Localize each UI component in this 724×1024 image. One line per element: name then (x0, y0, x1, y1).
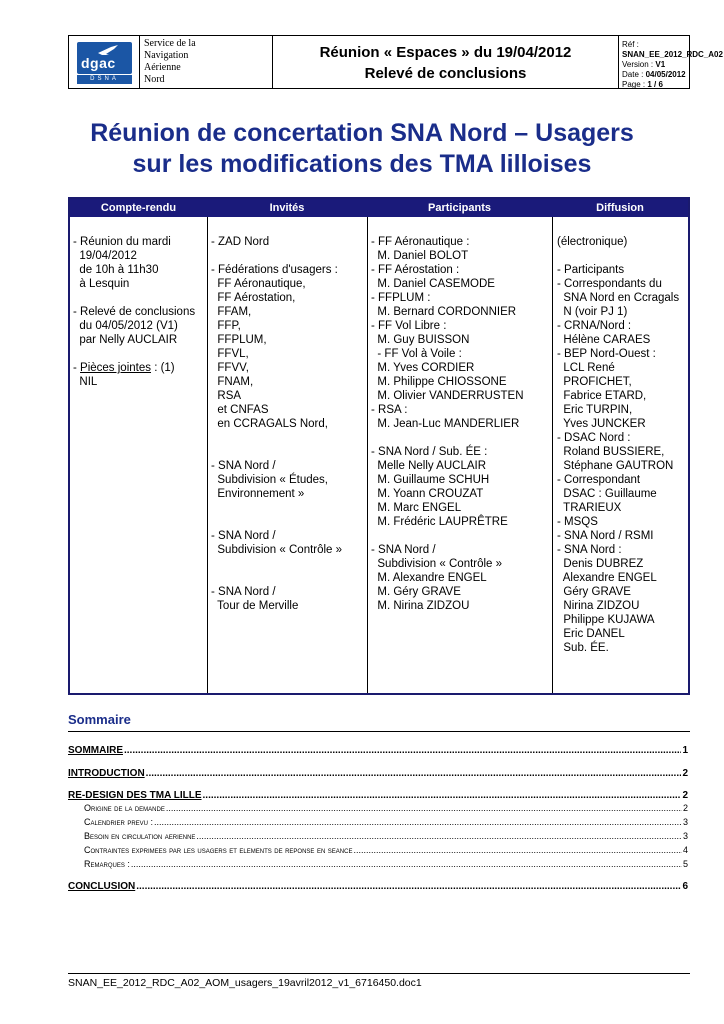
table-cell-line: M. Guillaume SCHUH (371, 474, 490, 486)
table-cell-line: - Réunion du mardi (73, 236, 171, 248)
table-cell-line: M. Daniel BOLOT (371, 250, 469, 262)
table-cell-line: Roland BUSSIERE, (557, 446, 665, 458)
table-cell-line (211, 249, 342, 263)
table-cell-line (211, 445, 342, 459)
table-cell-line: FFVL, (211, 348, 249, 360)
table-cell-line: M. Bernard CORDONNIER (371, 306, 517, 318)
table-cell-line: M. Alexandre ENGEL (371, 572, 487, 584)
table-cell-line: M. Yoann CROUZAT (371, 488, 484, 500)
table-cell-line: du 04/05/2012 (V1) (73, 320, 178, 332)
toc-entry[interactable] (68, 790, 688, 801)
toc-leader-dots (196, 831, 682, 841)
header-title-line2: Relevé de conclusions (364, 65, 527, 82)
service-line: Navigation (144, 50, 189, 61)
toc-entry[interactable] (84, 803, 688, 813)
table-cell-line: FF Aérostation, (211, 292, 296, 304)
table-cell-line: - FFPLUM : (371, 292, 431, 304)
table-cell-line: - FF Vol Libre : (371, 320, 447, 332)
table-cell-line: M. Daniel CASEMODE (371, 278, 495, 290)
date-value: 04/05/2012 (645, 70, 686, 79)
table-cell-line (211, 431, 342, 445)
table-cell-line: - Relevé de conclusions (73, 306, 196, 318)
toc-entry[interactable] (68, 745, 688, 756)
table-cell-line: Denis DUBREZ (557, 558, 644, 570)
table-cell-line: Eric TURPIN, (557, 404, 633, 416)
toc-entry-page: 2 (682, 768, 688, 779)
attachments-line: - Pièces jointes : (1) (73, 362, 175, 374)
table-cell-line: - FF Aéronautique : (371, 236, 470, 248)
table-cell-line: Environnement » (211, 488, 305, 500)
table-cell-line: Stéphane GAUTRON (557, 460, 674, 472)
table-cell-line (211, 557, 342, 571)
document-title-line1: Réunion de concertation SNA Nord – Usagers (90, 119, 634, 147)
column-divider (367, 217, 368, 693)
table-cell-line: DSAC : Guillaume (557, 488, 657, 500)
table-cell-line: FF Aéronautique, (211, 278, 306, 290)
toc-leader-dots (136, 881, 681, 892)
table-cell-line: SNA Nord en Ccragals (557, 292, 680, 304)
header-participants: Participants (428, 202, 491, 214)
toc-entry[interactable] (84, 831, 688, 841)
toc-leader-dots (353, 845, 682, 855)
column-invites (211, 235, 342, 613)
table-cell-line: - DSAC Nord : (557, 432, 631, 444)
table-cell-line: Yves JUNCKER (557, 418, 646, 430)
table-cell-line: Tour de Merville (211, 600, 299, 612)
toc-entry[interactable] (84, 859, 688, 869)
toc-entry-label: SOMMAIRE (68, 745, 123, 756)
toc-leader-dots (154, 817, 682, 827)
table-cell-line (211, 515, 342, 529)
table-cell-line: et CNFAS (211, 404, 269, 416)
toc-entry-label: Origine de la demande (84, 803, 165, 813)
toc-entry-label: RE-DESIGN DES TMA LILLE (68, 790, 202, 801)
footer-rule (68, 973, 690, 974)
table-cell-line: - MSQS (557, 516, 598, 528)
table-cell-line: à Lesquin (73, 278, 130, 290)
toc-leader-dots (203, 790, 682, 801)
table-cell-line (211, 571, 342, 585)
table-cell-line: - FF Aérostation : (371, 264, 460, 276)
page-label: Page : (622, 80, 648, 89)
table-cell-line: par Nelly AUCLAIR (73, 334, 178, 346)
table-cell-line: - ZAD Nord (211, 236, 270, 248)
table-cell-line (211, 501, 342, 515)
column-divider (207, 217, 208, 693)
column-participants (371, 235, 524, 613)
header-compte-rendu: Compte-rendu (100, 202, 177, 214)
table-cell-line: N (voir PJ 1) (557, 306, 628, 318)
table-cell-line: (électronique) (557, 236, 628, 248)
table-cell-line: Alexandre ENGEL (557, 572, 657, 584)
toc-entry-label: Calendrier prevu : (84, 817, 154, 827)
toc-leader-dots (166, 803, 682, 813)
toc-entry-page: 1 (682, 745, 688, 756)
table-cell-line: M. Philippe CHIOSSONE (371, 376, 507, 388)
table-cell-line: - Correspondant (557, 474, 641, 486)
table-cell-line (73, 291, 195, 305)
table-cell-line: M. Marc ENGEL (371, 502, 462, 514)
table-cell-line: Melle Nelly AUCLAIR (371, 460, 487, 472)
table-cell-line: - SNA Nord / Sub. ÉE : (371, 446, 488, 458)
table-cell-line: Eric DANEL (557, 628, 625, 640)
toc-entry-label: Besoin en circulation aerienne (84, 831, 196, 841)
toc-leader-dots (146, 768, 682, 779)
table-cell-line: FNAM, (211, 376, 254, 388)
table-cell-line: - SNA Nord / (211, 460, 276, 472)
header-title (273, 36, 619, 88)
version-label: Version : (622, 60, 656, 69)
column-compte-rendu (73, 235, 195, 389)
page-value: 1 / 6 (647, 80, 663, 89)
header-title-line1: Réunion « Espaces » du 19/04/2012 (319, 44, 572, 61)
date-label: Date : (622, 70, 646, 79)
table-cell-line: M. Géry GRAVE (371, 586, 461, 598)
header-invites: Invités (269, 202, 305, 214)
table-cell-line: - BEP Nord-Ouest : (557, 348, 656, 360)
table-cell-line: FFPLUM, (211, 334, 267, 346)
toc-entry[interactable] (84, 817, 688, 827)
table-cell-line: - RSA : (371, 404, 408, 416)
sommaire-heading: Sommaire (68, 712, 131, 727)
toc-leader-dots (131, 859, 682, 869)
ref-label: Réf : (622, 40, 639, 49)
toc-entry[interactable] (84, 845, 688, 855)
toc-entry-page: 5 (682, 859, 688, 869)
meeting-info-table (68, 197, 690, 695)
toc-entry[interactable] (68, 768, 688, 779)
table-cell-line (73, 347, 195, 361)
document-reference (619, 36, 723, 89)
table-cell-line: PROFICHET, (557, 376, 632, 388)
table-cell-line: Subdivision « Études, (211, 474, 328, 486)
document-title-line2: sur les modifications des TMA lilloises (132, 150, 592, 178)
table-cell-line: Philippe KUJAWA (557, 614, 655, 626)
table-cell-line: M. Olivier VANDERRUSTEN (371, 390, 524, 402)
table-cell-line: LCL René (557, 362, 615, 374)
table-cell-line: M. Yves CORDIER (371, 362, 475, 374)
logo-cell (69, 36, 140, 88)
toc-entry-page: 2 (682, 790, 688, 801)
table-cell-line: - CRNA/Nord : (557, 320, 632, 332)
logo-strip: DSNA (77, 75, 132, 84)
table-cell-line: Subdivision « Contrôle » (371, 558, 503, 570)
toc-leader-dots (124, 745, 681, 756)
toc-entry-label: INTRODUCTION (68, 768, 145, 779)
table-cell-line (371, 529, 524, 543)
table-cell-line: M. Jean-Luc MANDERLIER (371, 418, 520, 430)
service-line: Nord (144, 74, 165, 85)
table-cell-line (371, 431, 524, 445)
table-cell-line: M. Nirina ZIDZOU (371, 600, 470, 612)
table-cell-line: - Participants (557, 264, 625, 276)
table-cell-line: FFVV, (211, 362, 249, 374)
toc-entry-page: 6 (682, 881, 688, 892)
toc-entry-page: 3 (682, 831, 688, 841)
document-header (68, 35, 723, 89)
table-cell-line: - SNA Nord / (211, 530, 276, 542)
table-cell-line: FFP, (211, 320, 241, 332)
header-diffusion: Diffusion (596, 202, 644, 214)
toc-entry-label: Contraintes exprimees par les usagers et elements de reponse en seance (84, 845, 353, 855)
table-cell-line: - SNA Nord : (557, 544, 622, 556)
toc-entry-page: 3 (682, 817, 688, 827)
table-cell-line: RSA (211, 390, 242, 402)
table-cell-line: - SNA Nord / (211, 586, 276, 598)
service-line: Service de la (144, 38, 196, 49)
table-cell-line: - FF Vol à Voile : (371, 348, 462, 360)
toc-entry-label: Remarques : (84, 859, 130, 869)
ref-value: SNAN_EE_2012_RDC_A02 (622, 50, 723, 59)
table-cell-line: - SNA Nord / RSMI (557, 530, 654, 542)
column-divider (552, 217, 553, 693)
table-cell-line: Sub. ÉE. (557, 642, 609, 654)
table-cell-line: Géry GRAVE (557, 586, 631, 598)
table-cell-line: en CCRAGALS Nord, (211, 418, 328, 430)
table-cell-line: TRARIEUX (557, 502, 622, 514)
service-line: Aérienne (144, 62, 181, 73)
table-cell-line: FFAM, (211, 306, 252, 318)
version-value: V1 (655, 60, 666, 69)
sommaire-rule (68, 731, 690, 732)
footer-filename: SNAN_EE_2012_RDC_A02_AOM_usagers_19avril2012_v1_6716450.doc1 (68, 977, 422, 989)
table-cell-line: - SNA Nord / (371, 544, 436, 556)
attachments-value: NIL (73, 376, 98, 388)
table-cell-line: Hélène CARAES (557, 334, 651, 346)
attachments-label: Pièces jointes (80, 362, 151, 374)
service-name (140, 36, 273, 88)
table-cell-line: Subdivision « Contrôle » (211, 544, 343, 556)
document-title (0, 118, 724, 180)
table-cell-line: 19/04/2012 (73, 250, 137, 262)
table-cell-line: M. Guy BUISSON (371, 334, 470, 346)
table-cell-line: Fabrice ETARD, (557, 390, 647, 402)
table-cell-line: de 10h à 11h30 (73, 264, 159, 276)
table-cell-line (557, 249, 679, 263)
table-cell-line: - Correspondants du (557, 278, 662, 290)
toc-entry-page: 4 (682, 845, 688, 855)
table-cell-line: M. Frédéric LAUPRÊTRE (371, 516, 508, 528)
logo-word: dgac (81, 55, 116, 71)
toc-entry-label: CONCLUSION (68, 881, 136, 892)
column-diffusion (557, 235, 679, 655)
dgac-logo (77, 42, 132, 84)
table-cell-line: - Fédérations d'usagers : (211, 264, 338, 276)
toc-entry[interactable] (68, 881, 688, 892)
toc-entry-page: 2 (682, 803, 688, 813)
table-header-row (70, 199, 688, 217)
table-cell-line: Nirina ZIDZOU (557, 600, 640, 612)
